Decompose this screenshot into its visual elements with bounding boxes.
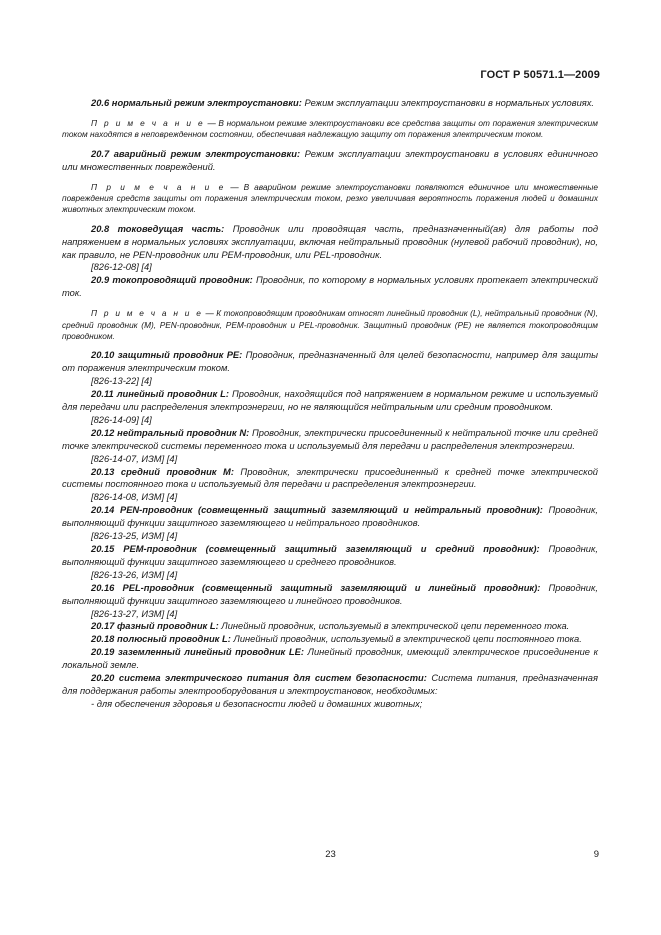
term-title: нейтральный проводник N: [117,427,250,438]
term-title: токоведущая часть: [117,223,225,234]
clause-number: 20.13 [91,466,115,477]
term-entry-20-17 [62,620,598,633]
source-reference: [826-14-09] [4] [91,414,152,425]
term-entry-20-8 [62,223,598,262]
term-entry-20-16 [62,582,598,608]
clause-number: 20.8 [91,223,110,234]
term-definition: Проводник, выполняющий функции защитного заземляющего и среднего проводников. [62,544,598,567]
clause-number: 20.20 [91,673,115,684]
clause-number: 20.17 [91,621,115,632]
term-definition: Проводник, выполняющий функции защитного заземляющего и линейного проводников. [62,582,598,606]
term-definition: Система питания, предназначенная для поддержания работы электрооборудования и электроустановок, необходимых: [62,673,598,696]
term-definition: Линейный проводник, используемый в электрической цепи постоянного тока. [230,634,582,645]
term-entry-20-14 [62,504,598,530]
source-reference: [826-14-08, ИЗМ] [4] [91,492,178,503]
term-definition: Проводник, электрически присоединенный к нейтральной точке или средней точке электрической системы переменного тока и используемый для передачи и распределения электроэнергии. [62,427,598,451]
clause-number: 20.15 [91,544,115,554]
note-text: — К токопроводящим проводникам относят линейный проводник (L), нейтральный проводник (N), средний проводник (M), PEN-проводник, PEM-проводник и PEL-проводник. Защитный проводник (PE) не является токопроводящим проводником. [62,308,598,341]
note-text: — В нормальном режиме электроустановки все средства защиты от поражения электрическим током находятся в неповрежденном состоянии, обеспечивая надлежащую защиту от поражения электрическим током. [62,117,598,140]
clause-number: 20.12 [91,427,115,438]
term-title: фазный проводник L: [117,621,219,632]
note-20-9 [62,308,598,342]
term-entry-20-10 [62,349,598,375]
term-entry-20-20 [62,672,598,698]
term-title: полюсный проводник L: [117,634,231,645]
term-entry-20-6 [62,97,598,110]
term-title: PEM-проводник (совмещенный защитный заземляющий и средний проводник): [123,544,540,554]
term-title: аварийный режим электроустановки: [113,148,301,159]
note-text: — В аварийном режиме электроустановки появляются единичное или множественные повреждения средств защиты от поражения электрическим током, резко увеличивая вероятность поражения людей и домашних животных электрическим током. [62,181,598,215]
term-entry-20-18 [62,633,598,646]
source-reference: [826-14-07, ИЗМ] [4] [91,453,178,464]
note-20-7 [62,182,598,216]
note-20-6 [62,118,598,141]
term-entry-20-12 [62,427,598,453]
term-definition: Проводник, по которому в нормальных условиях протекает электрический ток. [62,275,598,299]
term-title: линейный проводник L: [116,389,229,400]
list-item: - для обеспечения здоровья и безопасности людей и домашних животных; [91,698,423,709]
term-definition: Линейный проводник, используемый в электрической цепи переменного тока. [218,621,570,632]
term-title: система электрического питания для систем безопасности: [118,673,427,684]
term-definition: Режим эксплуатации электроустановки в условиях единичного или множественных повреждений. [62,148,598,172]
page-number: 23 [325,849,336,860]
term-definition: Линейный проводник, имеющий электрическое присоединение к локальной земле. [62,647,598,671]
term-title: нормальный режим электроустановки: [111,98,302,108]
source-reference: [826-13-26, ИЗМ] [4] [91,569,178,580]
term-definition: Режим эксплуатации электроустановки в нормальных условиях. [301,98,595,108]
term-title: токопроводящий проводник: [112,275,253,286]
standard-designation: ГОСТ Р 50571.1—2009 [480,69,600,81]
source-reference: [826-13-27, ИЗМ] [4] [91,608,178,619]
clause-number: 20.6 [91,98,110,108]
clause-number: 20.19 [91,647,115,658]
term-definition: Проводник, электрически присоединенный к средней точке электрической системы постоянного тока и используемый для передачи и распределения электроэнергии. [62,466,598,490]
term-definition: Проводник, предназначенный для целей безопасности, например для защиты от поражения электрическим током. [62,350,598,374]
clause-number: 20.11 [91,389,114,400]
term-entry-20-7 [62,148,598,174]
term-title: средний проводник M: [120,466,234,477]
term-title: PEN-проводник (совмещенный защитный заземляющий и нейтральный проводник): [119,505,543,516]
term-entry-20-15 [62,543,598,569]
term-entry-20-13 [62,466,598,492]
term-entry-20-11 [62,388,598,414]
clause-number: 20.10 [91,350,115,361]
term-title: PEL-проводник (совмещенный защитный заземляющий и линейный проводник): [122,582,541,593]
note-label: П р и м е ч а н и е [91,117,205,128]
term-definition: Проводник или проводящая часть, предназначенный(ая) для работы под напряжением в нормальных условиях эксплуатации, включая нейтральный проводник (нулевой рабочий проводник), но, как правило, не PEN-проводник или PEM-проводник, или PEL-проводник. [62,223,598,260]
source-reference: [826-13-25, ИЗМ] [4] [91,531,178,542]
clause-number: 20.16 [91,582,115,593]
term-title: защитный проводник PE: [117,350,243,361]
term-title: заземленный линейный проводник LE: [118,647,304,658]
term-definition: Проводник, находящийся под напряжением в нормальном режиме и используемый для передачи или распределения электроэнергии, но не являющийся нейтральным или средним проводником. [62,389,598,413]
source-reference: [826-13-22] [4] [91,376,152,387]
clause-number: 20.9 [91,275,110,286]
clause-number: 20.18 [91,634,115,645]
term-definition: Проводник, выполняющий функции защитного заземляющего и нейтрального проводников. [62,505,599,529]
sheet-number: 9 [593,849,599,860]
source-reference: [826-12-08] [4] [91,262,152,273]
clause-number: 20.7 [91,148,110,159]
document-body [62,97,598,711]
note-label: П р и м е ч а н и е [91,181,226,192]
note-label: П р и м е ч а н и е [91,308,204,319]
term-entry-20-9 [62,274,598,300]
clause-number: 20.14 [91,505,115,516]
term-entry-20-19 [62,646,598,672]
